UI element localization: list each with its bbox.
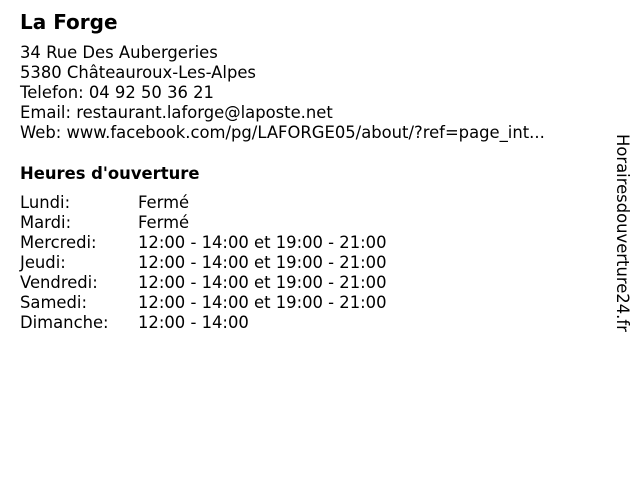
day-label: Samedi: <box>20 293 87 312</box>
site-watermark: Horairesdouverture24.fr <box>613 134 632 332</box>
email-address: Email: restaurant.laforge@laposte.net <box>20 103 333 122</box>
day-label: Dimanche: <box>20 313 109 332</box>
hours-row-lundi <box>20 193 387 213</box>
address-line-1: 34 Rue Des Aubergeries <box>20 43 218 62</box>
hours-value: 12:00 - 14:00 et 19:00 - 21:00 <box>138 233 387 252</box>
hours-row-mardi <box>20 213 387 233</box>
opening-hours-heading: Heures d'ouverture <box>20 164 200 183</box>
day-label: Mardi: <box>20 213 72 232</box>
hours-value: Fermé <box>138 213 190 232</box>
business-info <box>20 43 545 143</box>
phone-number: Telefon: 04 92 50 36 21 <box>20 83 214 102</box>
website-link[interactable]: Web: www.facebook.com/pg/LAFORGE05/about/?ref=page_int... <box>20 123 545 142</box>
address-line-2: 5380 Châteauroux-Les-Alpes <box>20 63 256 82</box>
business-name: La Forge <box>20 10 118 34</box>
day-label: Lundi: <box>20 193 71 212</box>
day-label: Mercredi: <box>20 233 97 252</box>
hours-value: 12:00 - 14:00 <box>138 313 249 332</box>
opening-hours-table <box>20 193 387 333</box>
hours-row-samedi <box>20 293 387 313</box>
hours-row-mercredi <box>20 233 387 253</box>
hours-value: 12:00 - 14:00 et 19:00 - 21:00 <box>138 253 387 272</box>
day-label: Jeudi: <box>20 253 66 272</box>
hours-value: 12:00 - 14:00 et 19:00 - 21:00 <box>138 293 387 312</box>
hours-row-vendredi <box>20 273 387 293</box>
hours-value: Fermé <box>138 193 190 212</box>
hours-row-jeudi <box>20 253 387 273</box>
hours-row-dimanche <box>20 313 387 333</box>
day-label: Vendredi: <box>20 273 98 292</box>
hours-value: 12:00 - 14:00 et 19:00 - 21:00 <box>138 273 387 292</box>
